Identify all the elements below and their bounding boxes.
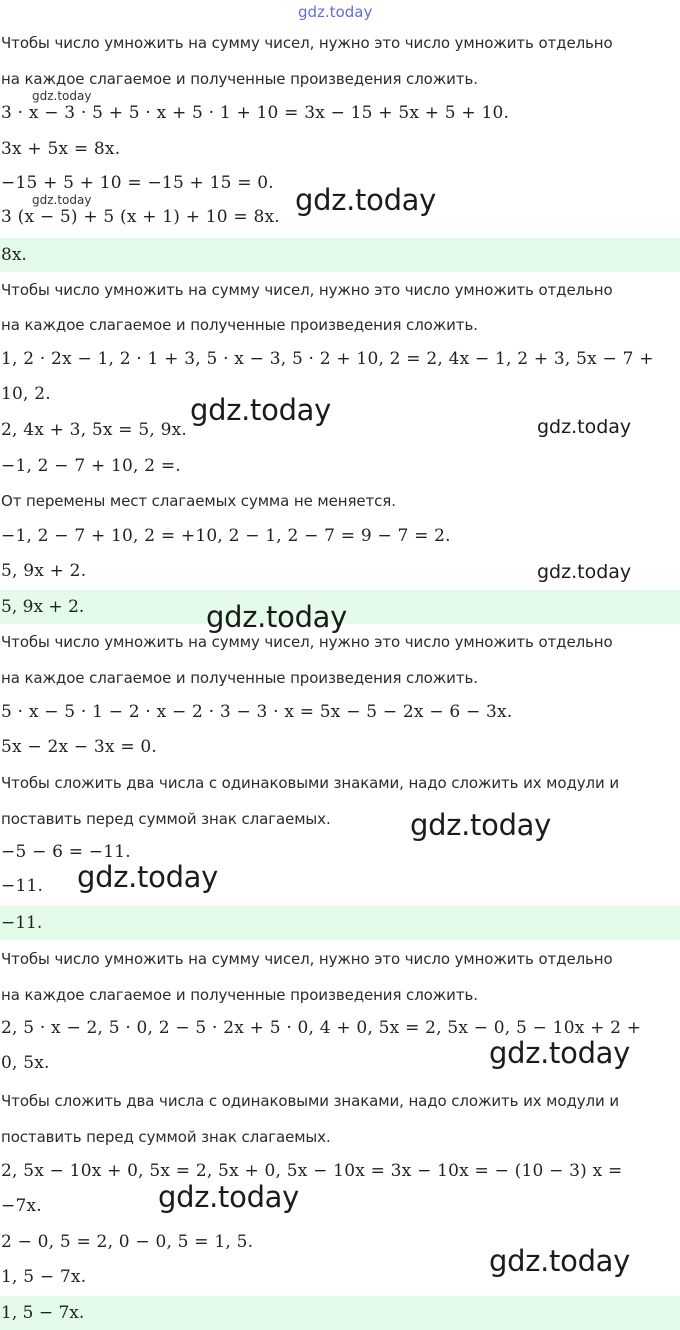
- equation-4-2b: −7x.: [1, 1196, 42, 1216]
- rule-distributive-2b: на каждое слагаемое и полученные произведения сложить.: [1, 316, 478, 334]
- answer-4: 1, 5 − 7x.: [0, 1296, 680, 1330]
- rule-same-signs-4b: поставить перед суммой знак слагаемых.: [1, 1128, 331, 1146]
- watermark-large-7: gdz.today: [158, 1180, 300, 1214]
- equation-4-3: 2 − 0, 5 = 2, 0 − 0, 5 = 1, 5.: [1, 1232, 254, 1252]
- equation-1-2: 3x + 5x = 8x.: [1, 139, 121, 159]
- watermark-large-6: gdz.today: [489, 1036, 631, 1070]
- rule-distributive-4a: Чтобы число умножить на сумму чисел, нужно это число умножить отдельно: [1, 950, 613, 968]
- equation-2-1b: 10, 2.: [1, 384, 51, 404]
- rule-distributive-1b: на каждое слагаемое и полученные произведения сложить.: [1, 70, 478, 88]
- equation-2-2: 2, 4x + 3, 5x = 5, 9x.: [1, 420, 187, 440]
- equation-2-1a: 1, 2 · 2x − 1, 2 · 1 + 3, 5 · x − 3, 5 · 2 + 10, 2 = 2, 4x − 1, 2 + 3, 5x − 7 +: [1, 349, 654, 369]
- equation-4-1b: 0, 5x.: [1, 1053, 50, 1073]
- watermark-large-2: gdz.today: [190, 393, 332, 427]
- rule-same-signs-4a: Чтобы сложить два числа с одинаковыми знаками, надо сложить их модули и: [1, 1092, 619, 1110]
- equation-3-4: −11.: [1, 876, 44, 896]
- rule-distributive-3b: на каждое слагаемое и полученные произведения сложить.: [1, 669, 478, 687]
- equation-2-5: 5, 9x + 2.: [1, 561, 87, 581]
- watermark-large-5: gdz.today: [77, 860, 219, 894]
- watermark-large-8: gdz.today: [489, 1244, 631, 1278]
- watermark-medium-1: gdz.today: [537, 416, 632, 438]
- watermark-large-4: gdz.today: [410, 808, 552, 842]
- rule-same-signs-3b: поставить перед суммой знак слагаемых.: [1, 810, 331, 828]
- rule-distributive-4b: на каждое слагаемое и полученные произведения сложить.: [1, 986, 478, 1004]
- rule-distributive-3a: Чтобы число умножить на сумму чисел, нужно это число умножить отдельно: [1, 633, 613, 651]
- watermark-top: gdz.today: [298, 3, 373, 21]
- rule-distributive-2a: Чтобы число умножить на сумму чисел, нужно это число умножить отдельно: [1, 281, 613, 299]
- equation-2-3: −1, 2 − 7 + 10, 2 =.: [1, 456, 181, 476]
- rule-distributive-1a: Чтобы число умножить на сумму чисел, нужно это число умножить отдельно: [1, 34, 613, 52]
- watermark-medium-2: gdz.today: [537, 561, 632, 583]
- equation-1-4: 3 (x − 5) + 5 (x + 1) + 10 = 8x.: [1, 207, 280, 227]
- rule-commutative: От перемены мест слагаемых сумма не меняется.: [1, 492, 396, 510]
- watermark-small-1: gdz.today: [32, 89, 92, 103]
- watermark-large-1: gdz.today: [295, 183, 437, 217]
- equation-3-3: −5 − 6 = −11.: [1, 842, 131, 862]
- answer-3: −11.: [0, 906, 680, 940]
- equation-4-2a: 2, 5x − 10x + 0, 5x = 2, 5x + 0, 5x − 10x = 3x − 10x = − (10 − 3) x =: [1, 1161, 623, 1181]
- equation-4-4: 1, 5 − 7x.: [1, 1267, 87, 1287]
- equation-2-4: −1, 2 − 7 + 10, 2 = +10, 2 − 1, 2 − 7 = 9 − 7 = 2.: [1, 526, 451, 546]
- answer-2: 5, 9x + 2.: [0, 590, 680, 624]
- watermark-large-3: gdz.today: [206, 600, 348, 634]
- answer-1: 8x.: [0, 238, 680, 272]
- equation-1-3: −15 + 5 + 10 = −15 + 15 = 0.: [1, 173, 274, 193]
- watermark-small-2: gdz.today: [32, 193, 92, 207]
- equation-3-2: 5x − 2x − 3x = 0.: [1, 737, 157, 757]
- equation-4-1a: 2, 5 · x − 2, 5 · 0, 2 − 5 · 2x + 5 · 0, 4 + 0, 5x = 2, 5x − 0, 5 − 10x + 2 +: [1, 1018, 642, 1038]
- equation-1-1: 3 · x − 3 · 5 + 5 · x + 5 · 1 + 10 = 3x − 15 + 5x + 5 + 10.: [1, 103, 510, 123]
- equation-3-1: 5 · x − 5 · 1 − 2 · x − 2 · 3 − 3 · x = 5x − 5 − 2x − 6 − 3x.: [1, 702, 513, 722]
- rule-same-signs-3a: Чтобы сложить два числа с одинаковыми знаками, надо сложить их модули и: [1, 774, 619, 792]
